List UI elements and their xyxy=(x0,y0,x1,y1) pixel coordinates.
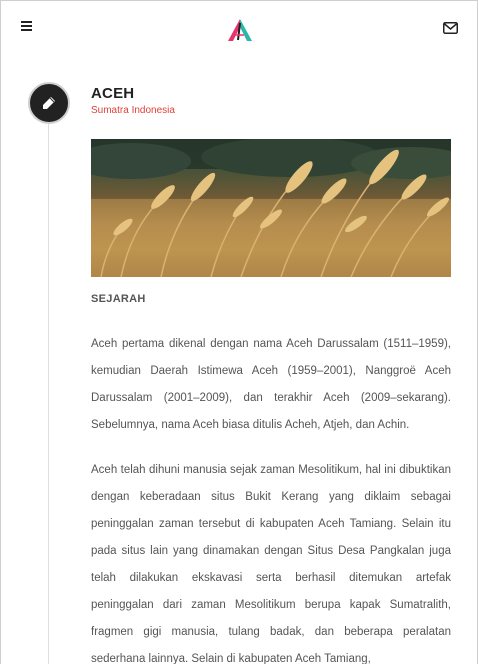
main-content xyxy=(0,55,478,664)
triangle-logo-icon[interactable] xyxy=(227,18,253,42)
wheat-field-image xyxy=(91,139,451,277)
history-paragraph-2: Aceh telah dihuni manusia sejak zaman Mesolitikum, hal ini dibuktikan dengan keberadaan situs Bukit Kerang yang diklaim sebagai peninggalan zaman tersebut di kabupaten Aceh Tamiang. Selain itu pada situs lain yang dinamakan dengan Situs Desa Pangkalan juga telah dilakukan ekskavasi serta berhasil ditemukan artefak peninggalan dari zaman Mesolitikum berupa kapak Sumatralith, fragmen gigi manusia, tulang badak, dan beberapa peralatan sederhana lainnya. Selain di kabupaten Aceh Tamiang, xyxy=(91,464,451,664)
pencil-icon xyxy=(42,96,56,110)
post-title: ACEH xyxy=(91,85,135,102)
edit-badge[interactable] xyxy=(28,82,70,124)
history-paragraph-1: Aceh pertama dikenal dengan nama Aceh Darussalam (1511–1959), kemudian Daerah Istimewa Aceh (1959–2001), Nanggroë Aceh Darussalam (2001–2009), dan terakhir Aceh (2009–sekarang). Sebelumnya, nama Aceh biasa ditulis Acheh, Atjeh, dan Achin. xyxy=(91,338,451,431)
timeline-line xyxy=(48,115,49,664)
section-heading: SEJARAH xyxy=(91,293,146,305)
post-subtitle: Sumatra Indonesia xyxy=(91,105,175,116)
envelope-icon[interactable] xyxy=(443,21,458,35)
hamburger-menu-icon[interactable] xyxy=(21,21,35,35)
top-navigation-bar xyxy=(0,0,478,56)
